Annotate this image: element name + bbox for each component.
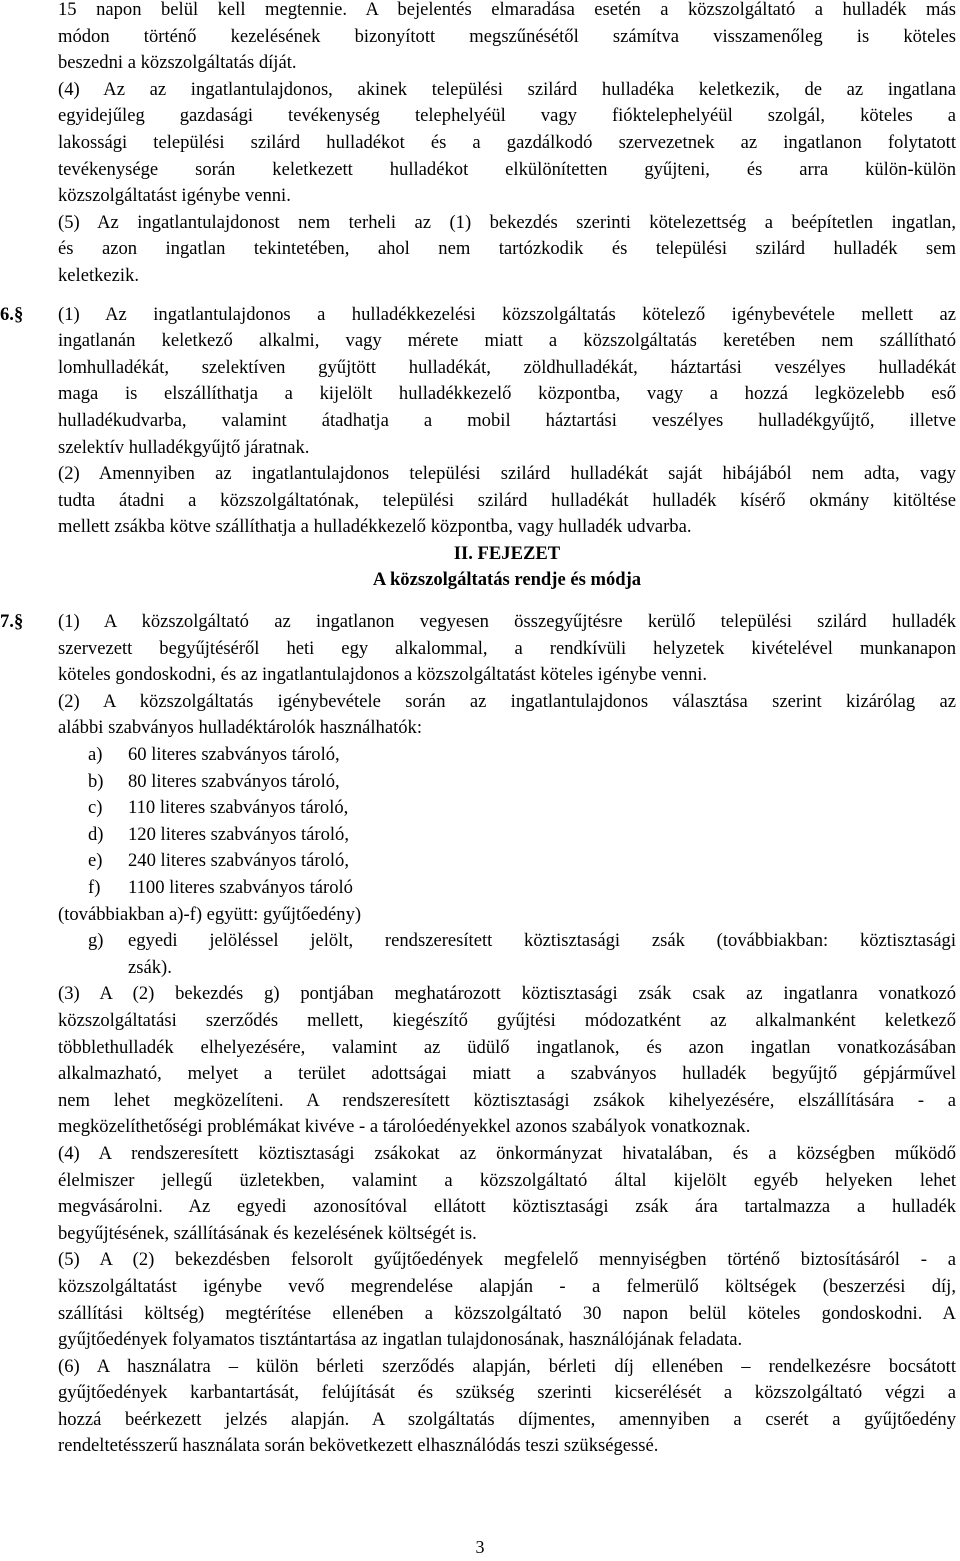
list-text: 80 literes szabványos tároló,: [128, 770, 340, 792]
text-line: alábbi szabványos hulladéktárolók használhatók:: [58, 717, 423, 739]
text-line: (5) A (2) bekezdésben felsorolt gyűjtőedények megfelelő mennyiségben történő biztosításáról - a: [58, 1249, 956, 1271]
list-text: 240 literes szabványos tároló,: [128, 850, 350, 872]
text-line: maga is elszállíthatja a kijelölt hulladékkezelő központba, vagy a hozzá legközelebb eső: [58, 383, 956, 405]
text-line: megvásárolni. Az egyedi azonosítóval ellátott köztisztasági zsák ára tartalmazza a hulladék: [58, 1196, 956, 1218]
list-item: [58, 769, 956, 796]
list-item: [58, 875, 956, 902]
text-line: közszolgáltatási szerződés mellett, kiegészítő gyűjtési módozatként az alkalmanként keletkező: [58, 1009, 956, 1031]
list-text: 60 literes szabványos tároló,: [128, 744, 340, 766]
text-line: szállítási költség) megtérítése ellenében a közszolgáltató 30 napon belül köteles gondoskodni. A: [58, 1302, 956, 1324]
section-number: 6.§: [0, 303, 24, 325]
text-line: élelmiszer jellegű üzletekben, valamint a közszolgáltató által kijelölt egyéb helyeken lehet: [58, 1169, 956, 1191]
paragraph-intro: [58, 0, 956, 77]
text-line: rendeltetésszerű használata során bekövetkezett elhasználódás teszi szükségessé.: [58, 1435, 659, 1457]
text-line: egyidejűleg gazdasági tevékenység telephelyéül vagy fióktelephelyéül szolgál, köteles a: [58, 105, 956, 127]
text-line: begyűjtésének, szállításának és kezelésének költségét is.: [58, 1222, 477, 1244]
list-item: [58, 848, 956, 875]
text-line: és azon ingatlan tekintetében, ahol nem tartózkodik és települési szilárd hulladék sem: [58, 238, 956, 260]
section-6-paragraph-1: [58, 302, 956, 462]
list-text: 120 literes szabványos tároló,: [128, 823, 350, 845]
list-item: [58, 742, 956, 769]
list-text: [128, 928, 956, 981]
text-line: gyűjtőedények folyamatos tisztántartása az ingatlan tulajdonosának, használójának feladata.: [58, 1329, 743, 1351]
text-line: módon történő kezelésének bizonyított megszűnésétől számítva visszamenőleg is köteles: [58, 25, 956, 47]
list-label: f): [88, 877, 101, 898]
text-line: beszedni a közszolgáltatás díját.: [58, 52, 297, 74]
text-line: (4) Az az ingatlantulajdonos, akinek települési szilárd hulladéka keletkezik, de az ingatlana: [58, 78, 956, 100]
page-number: 3: [475, 1537, 485, 1557]
text-line: mellett zsákba kötve szállíthatja a hulladékkezelő központba, vagy hulladék udvarba.: [58, 516, 692, 538]
text-line: (5) Az ingatlantulajdonost nem terheli az (1) bekezdés szerinti kötelezettség a beépítetlen ingatlan,: [58, 211, 956, 233]
text-line: (3) A (2) bekezdés g) pontjában meghatározott köztisztasági zsák csak az ingatlanra vonatkozó: [58, 983, 956, 1005]
text-line: tudta átadni a közszolgáltatónak, települési szilárd hulladékát hulladék kísérő okmány kitöltése: [58, 489, 956, 511]
paragraph-5: [58, 210, 956, 290]
text-line: tevékenysége során keletkezett hulladékot elkülönítetten gyűjteni, és arra külön-külön: [58, 158, 956, 180]
text-line: egyedi jelöléssel jelölt, rendszeresített köztisztasági zsák (továbbiakban: köztisztasági: [128, 930, 956, 952]
text-line: lakossági települési szilárd hulladékot és a gazdálkodó szervezetnek az ingatlanon folytatott: [58, 131, 956, 153]
section-7-paragraph-1: [58, 609, 956, 689]
text-line: közszolgáltatást igénybe venni.: [58, 185, 291, 207]
list-text: 1100 literes szabványos tároló: [128, 877, 353, 898]
list-label: a): [88, 744, 103, 766]
section-6-paragraph-2: [58, 461, 956, 541]
section-7-paragraph-3: [58, 981, 956, 1141]
list-summary: (továbbiakban a)-f) együtt: gyűjtőedény): [58, 903, 362, 925]
text-line: ingatlanán keletkező alkalmi, vagy mérete miatt a közszolgáltatás keretében nem szállítható: [58, 330, 956, 352]
list-item: [58, 795, 956, 822]
text-line: köteles gondoskodni, és az ingatlantulajdonos a közszolgáltatást köteles igénybe venni.: [58, 664, 708, 686]
list-label: e): [88, 850, 103, 872]
text-line: (1) Az ingatlantulajdonos a hulladékkezelési közszolgáltatás kötelező igénybevétele mellett az: [58, 303, 956, 325]
text-line: közszolgáltatást igénybe vevő megrendelése alapján - a felmerülő költségek (beszerzési díj,: [58, 1275, 956, 1297]
text-line: 15 napon belül kell megtennie. A bejelentés elmaradása esetén a közszolgáltató a hulladék más: [58, 0, 956, 20]
container-list: [58, 742, 956, 902]
text-line: zsák).: [128, 956, 172, 978]
text-line: (2) Amennyiben az ingatlantulajdonos települési szilárd hulladékát saját hibájából nem adta, vagy: [58, 463, 956, 485]
text-line: hozzá beérkezett jelzés alapján. A szolgáltatás díjmentes, amennyiben a cserét a gyűjtőedény: [58, 1408, 956, 1430]
section-7-paragraph-5: [58, 1247, 956, 1353]
section-7-paragraph-6: [58, 1354, 956, 1460]
section-number: 7.§: [0, 611, 24, 633]
text-line: nem lehet megközelíteni. A rendszeresített köztisztasági zsákok kihelyezésére, elszállítására - a: [58, 1089, 956, 1111]
text-line: hulladékudvarba, valamint átadhatja a mobil háztartási veszélyes hulladékgyűjtő, illetve: [58, 409, 956, 431]
text-line: (1) A közszolgáltató az ingatlanon vegyesen összegyűjtésre kerülő települési szilárd hulladék: [58, 611, 956, 633]
text-line: (6) A használatra – külön bérleti szerződés alapján, bérleti díj ellenében – rendelkezésre bocsátott: [58, 1355, 956, 1377]
text-line: többlethulladék elhelyezésére, valamint az üdülő ingatlanok, és azon ingatlan vonatkozásában: [58, 1036, 956, 1058]
text-line: szervezett begyűjtéséről heti egy alkalommal, a rendkívüli helyzetek kivételével munkanapon: [58, 637, 956, 659]
text-line: gyűjtőedények karbantartását, felújítását és szükség szerinti kicserélését a közszolgáltató végzi a: [58, 1382, 956, 1404]
chapter-number: II. FEJEZET: [453, 542, 561, 564]
text-line: szelektív hulladékgyűjtő járatnak.: [58, 436, 310, 458]
text-line: keletkezik.: [58, 264, 140, 286]
list-item: [58, 822, 956, 849]
text-line: (4) A rendszeresített köztisztasági zsákokat az önkormányzat hivatalában, és a községben működő: [58, 1142, 956, 1164]
chapter-heading: [58, 541, 956, 594]
list-label: c): [88, 797, 103, 819]
text-line: lomhulladékát, szelektíven gyűjtött hulladékát, zöldhulladékát, háztartási veszélyes hulladékát: [58, 356, 956, 378]
paragraph-4: [58, 77, 956, 210]
list-label: d): [88, 823, 104, 845]
text-line: alkalmazható, melyet a terület adottságai miatt a szabványos hulladék begyűjtő gépjárművel: [58, 1063, 956, 1085]
section-7-paragraph-2: [58, 689, 956, 742]
text-line: megközelíthetőségi problémákat kivéve - a tárolóedényekkel azonos szabályok vonatkoznak.: [58, 1116, 751, 1138]
section-6: [0, 302, 956, 541]
section-7-paragraph-4: [58, 1141, 956, 1247]
chapter-title: A közszolgáltatás rendje és módja: [372, 569, 642, 591]
text-line: (2) A közszolgáltatás igénybevétele során az ingatlantulajdonos választása szerint kizárólag az: [58, 690, 956, 712]
list-label: b): [88, 770, 104, 792]
list-label: g): [88, 930, 104, 952]
list-text: 110 literes szabványos tároló,: [128, 797, 349, 819]
section-7: [0, 609, 956, 1460]
list-item-g: [58, 928, 956, 981]
